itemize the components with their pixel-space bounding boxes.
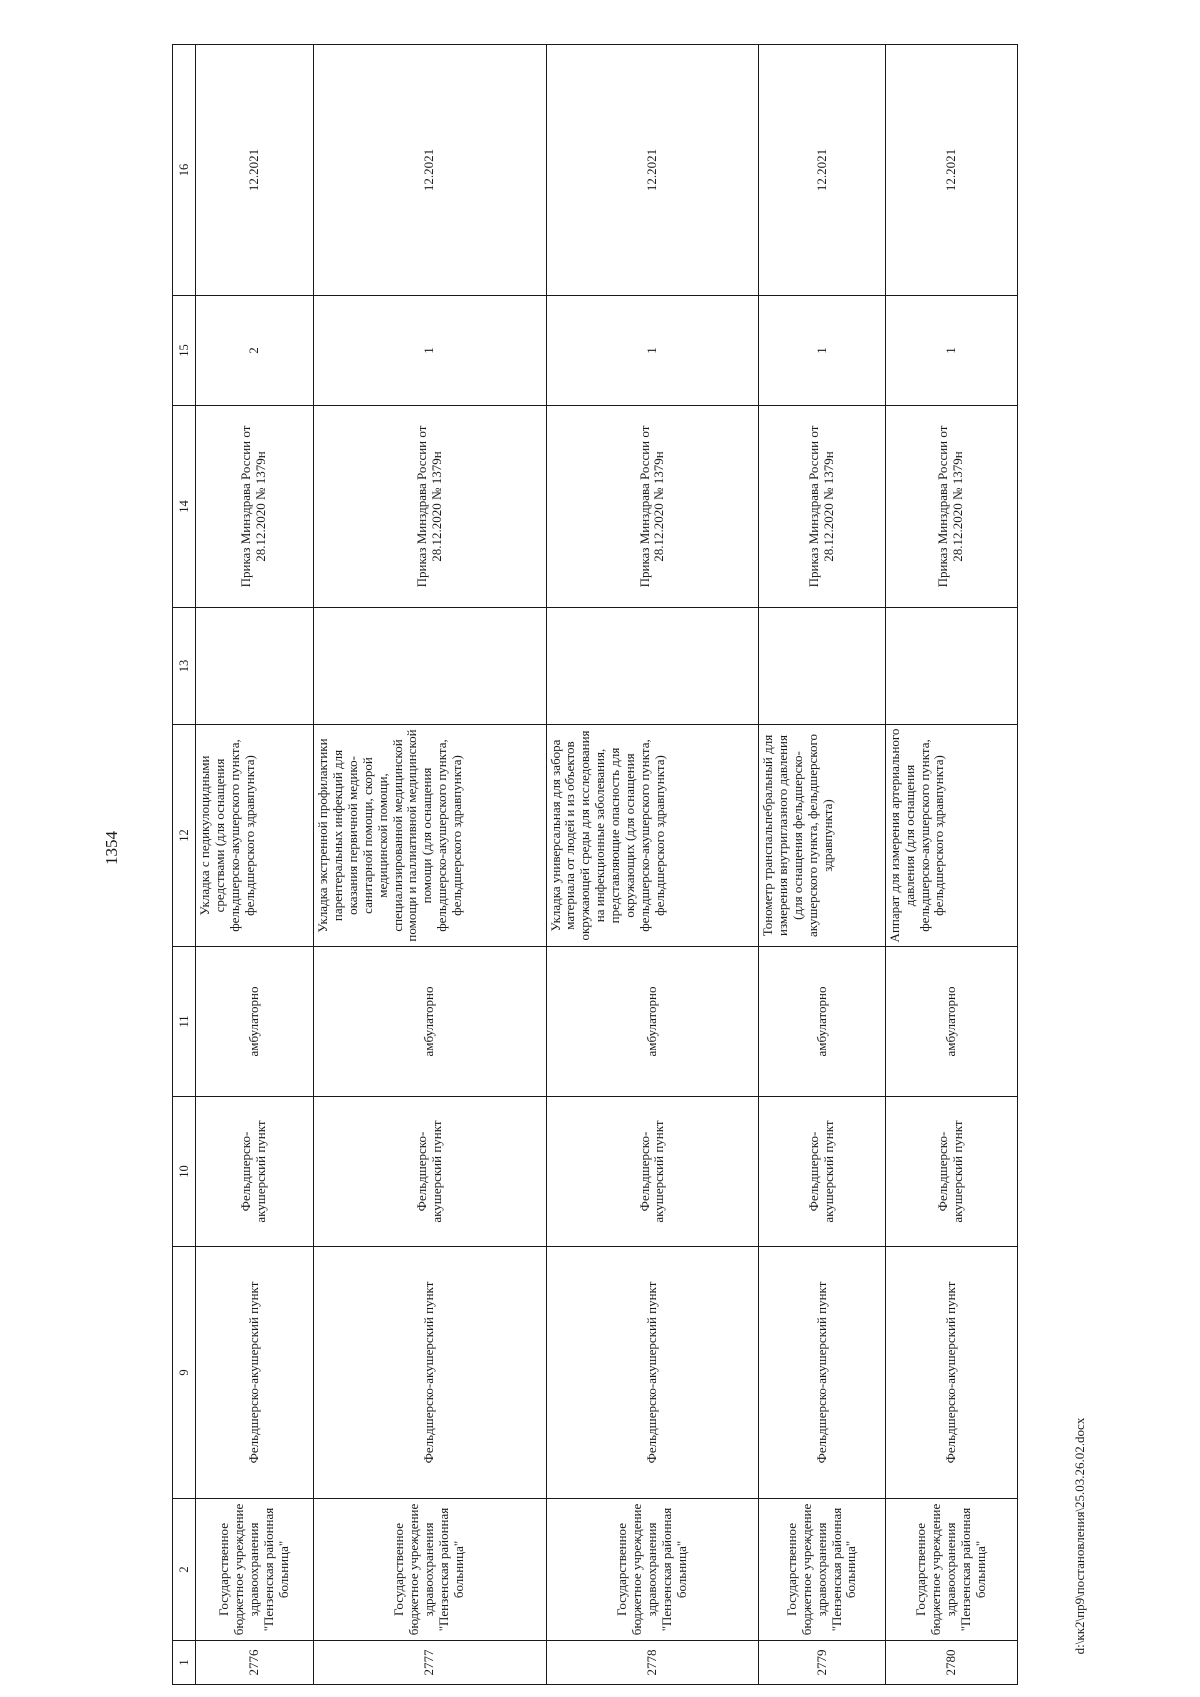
page-number: 1354 xyxy=(102,831,121,865)
regulation-cell: Приказ Минздрава России от 28.12.2020 № 1379н xyxy=(885,406,1017,608)
date-cell: 12.2021 xyxy=(196,45,314,296)
institution-cell: Государственное бюджетное учреждение здравоохранения "Пензенская районная больница" xyxy=(546,1499,759,1641)
equipment-name-cell: Укладка с педикулоцидными средствами (для оснащения фельдшерско-акушерского пункта, фельдшерского здравпункта) xyxy=(196,725,314,947)
care-conditions-cell: амбулаторно xyxy=(546,947,759,1097)
regulation-cell: Приказ Минздрава России от 28.12.2020 № 1379н xyxy=(196,406,314,608)
column-header: 16 xyxy=(173,45,196,296)
care-conditions-cell: амбулаторно xyxy=(885,947,1017,1097)
subunit-cell: Фельдшерско-акушерский пункт xyxy=(759,1097,885,1247)
date-cell: 12.2021 xyxy=(546,45,759,296)
column-13-cell xyxy=(196,608,314,725)
file-path: d:\кк2\пр9\постановления\25.03.26.02.docx xyxy=(1072,1417,1087,1655)
row-number: 2777 xyxy=(313,1641,546,1685)
unit-cell: Фельдшерско-акушерский пункт xyxy=(196,1247,314,1499)
column-13-cell xyxy=(759,608,885,725)
equipment-name-cell: Тонометр транспальпебральный для измерения внутриглазного давления (для оснащения фельдшерско-акушерского пункта, фельдшерского здравпункта) xyxy=(759,725,885,947)
date-cell: 12.2021 xyxy=(759,45,885,296)
unit-cell: Фельдшерско-акушерский пункт xyxy=(759,1247,885,1499)
institution-cell: Государственное бюджетное учреждение здравоохранения "Пензенская районная больница" xyxy=(885,1499,1017,1641)
column-header: 9 xyxy=(173,1247,196,1499)
column-13-cell xyxy=(313,608,546,725)
column-header: 10 xyxy=(173,1097,196,1247)
unit-cell: Фельдшерско-акушерский пункт xyxy=(885,1247,1017,1499)
subunit-cell: Фельдшерско-акушерский пункт xyxy=(196,1097,314,1247)
row-number: 2780 xyxy=(885,1641,1017,1685)
column-header: 14 xyxy=(173,406,196,608)
column-header: 12 xyxy=(173,725,196,947)
quantity-cell: 2 xyxy=(196,296,314,406)
table-row xyxy=(759,45,885,1685)
row-number: 2778 xyxy=(546,1641,759,1685)
regulation-cell: Приказ Минздрава России от 28.12.2020 № 1379н xyxy=(546,406,759,608)
regulation-cell: Приказ Минздрава России от 28.12.2020 № 1379н xyxy=(759,406,885,608)
column-header: 2 xyxy=(173,1499,196,1641)
unit-cell: Фельдшерско-акушерский пункт xyxy=(313,1247,546,1499)
subunit-cell: Фельдшерско-акушерский пункт xyxy=(313,1097,546,1247)
equipment-name-cell: Укладка универсальная для забора материала от людей и из объектов окружающей среды для исследования на инфекционные заболевания, представляющие опасность для окружающих (для оснащения фельдшерско-акушерского пункта, фельдшерского здравпункта) xyxy=(546,725,759,947)
table-container xyxy=(172,45,1018,1685)
quantity-cell: 1 xyxy=(313,296,546,406)
date-cell: 12.2021 xyxy=(313,45,546,296)
quantity-cell: 1 xyxy=(759,296,885,406)
institution-cell: Государственное бюджетное учреждение здравоохранения "Пензенская районная больница" xyxy=(196,1499,314,1641)
subunit-cell: Фельдшерско-акушерский пункт xyxy=(885,1097,1017,1247)
unit-cell: Фельдшерско-акушерский пункт xyxy=(546,1247,759,1499)
regulation-cell: Приказ Минздрава России от 28.12.2020 № 1379н xyxy=(313,406,546,608)
header-row xyxy=(173,45,196,1685)
column-header: 11 xyxy=(173,947,196,1097)
column-header: 15 xyxy=(173,296,196,406)
table-row xyxy=(885,45,1017,1685)
column-header: 13 xyxy=(173,608,196,725)
subunit-cell: Фельдшерско-акушерский пункт xyxy=(546,1097,759,1247)
column-13-cell xyxy=(885,608,1017,725)
institution-cell: Государственное бюджетное учреждение здравоохранения "Пензенская районная больница" xyxy=(759,1499,885,1641)
table-row xyxy=(313,45,546,1685)
column-header: 1 xyxy=(173,1641,196,1685)
table-row xyxy=(196,45,314,1685)
equipment-name-cell: Аппарат для измерения артериального давления (для оснащения фельдшерско-акушерского пункта, фельдшерского здравпункта) xyxy=(885,725,1017,947)
care-conditions-cell: амбулаторно xyxy=(196,947,314,1097)
care-conditions-cell: амбулаторно xyxy=(313,947,546,1097)
quantity-cell: 1 xyxy=(546,296,759,406)
date-cell: 12.2021 xyxy=(885,45,1017,296)
row-number: 2776 xyxy=(196,1641,314,1685)
equipment-table xyxy=(172,44,1018,1685)
institution-cell: Государственное бюджетное учреждение здравоохранения "Пензенская районная больница" xyxy=(313,1499,546,1641)
table-row xyxy=(546,45,759,1685)
row-number: 2779 xyxy=(759,1641,885,1685)
equipment-name-cell: Укладка экстренной профилактики парентеральных инфекций для оказания первичной медико-санитарной помощи, скорой медицинской помощи, специализированной медицинской помощи и паллиативной медицинской помощи (для оснащения фельдшерско-акушерского пункта, фельдшерского здравпункта) xyxy=(313,725,546,947)
column-13-cell xyxy=(546,608,759,725)
quantity-cell: 1 xyxy=(885,296,1017,406)
care-conditions-cell: амбулаторно xyxy=(759,947,885,1097)
